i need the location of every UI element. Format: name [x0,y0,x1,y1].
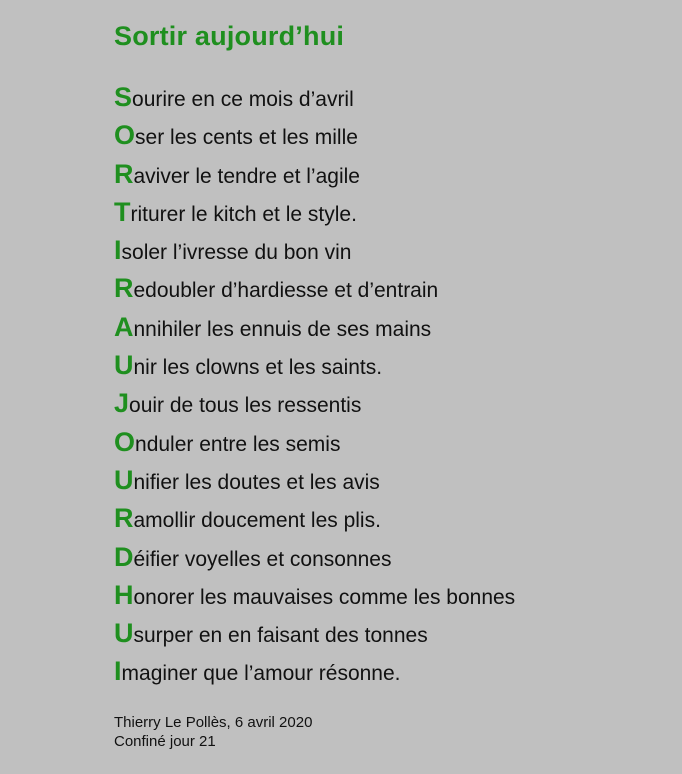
line-text: ouir de tous les ressentis [129,394,362,418]
poem-line [114,423,674,461]
author-signature: Thierry Le Pollès, 6 avril 2020 [114,713,313,731]
line-text: aviver le tendre et l’agile [133,164,360,188]
line-initial: T [114,196,131,227]
poem-line [114,269,674,307]
line-initial: O [114,120,136,151]
line-text: ourire en ce mois d’avril [132,88,354,111]
line-initial: R [114,503,134,534]
poem-line [114,346,674,384]
line-text: riturer le kitch et le style. [130,202,357,226]
line-text: edoubler d’hardiesse et d’entrain [133,279,439,303]
line-initial: O [114,426,136,457]
line-initial: I [114,235,122,266]
line-text: nnihiler les ennuis de ses mains [133,317,432,341]
poem-lines [114,78,674,691]
line-text: éifier voyelles et consonnes [133,547,392,571]
line-text: nifier les doutes et les avis [133,470,380,494]
line-text: nduler entre les semis [135,432,341,456]
line-initial: I [114,656,122,687]
poem-line [114,538,674,576]
poem-line [114,193,674,231]
line-initial: S [114,82,133,112]
line-initial: J [114,388,130,419]
poem-title: Sortir aujourd’hui [114,21,345,51]
poem-footer [114,713,674,751]
poem-line [114,78,674,116]
poem-line [114,231,674,269]
line-initial: D [114,541,134,572]
poem-line [114,499,674,537]
poem-line [114,116,674,154]
line-text: surper en en faisant des tonnes [133,624,428,648]
poem-line [114,461,674,499]
poem-line [114,652,674,690]
poem-line [114,614,674,652]
poem-line [114,155,674,193]
line-text: maginer que l’amour résonne. [121,662,401,686]
poem-line [114,576,674,614]
line-initial: A [114,311,134,342]
line-initial: H [114,579,134,610]
line-initial: R [114,158,134,189]
poem-line [114,384,674,422]
poem-page [114,18,674,751]
poem-line [114,308,674,346]
line-text: amollir doucement les plis. [133,509,381,533]
line-initial: U [114,464,134,495]
line-initial: R [114,273,134,304]
confinement-note: Confiné jour 21 [114,732,216,750]
line-text: nir les clowns et les saints. [133,356,383,380]
line-text: soler l’ivresse du bon vin [121,241,352,265]
line-initial: U [114,618,134,649]
line-text: onorer les mauvaises comme les bonnes [133,585,516,609]
line-text: ser les cents et les mille [135,126,358,150]
line-initial: U [114,350,134,381]
